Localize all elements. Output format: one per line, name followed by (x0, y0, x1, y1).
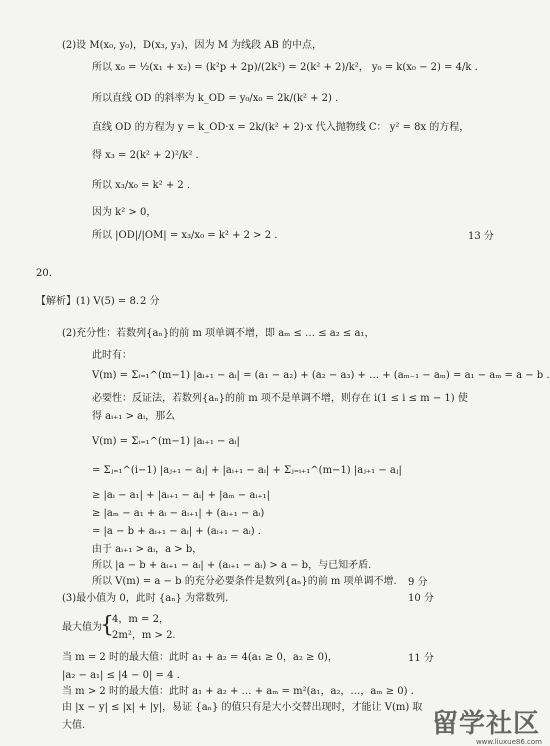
at-this-time: 此时有： (92, 350, 132, 361)
slope-od: 所以直线 OD 的斜率为 k_OD = y₀/x₀ = 2k/(k² + 2) . (92, 93, 339, 104)
watermark-url: www.liuxue86.com (475, 738, 542, 746)
analysis-part1: 【解析】(1) V(5) = 8. (36, 296, 140, 307)
score-10: 10 分 (408, 593, 434, 604)
ratio2: 所以 |OD|/|OM| = x₃/x₀ = k² + 2 > 2 . (92, 230, 278, 241)
derivation-step-1: = Σⱼ₌₁^(i−1) |aⱼ₊₁ − aⱼ| + |aᵢ₊₁ − aᵢ| + Σⱼ₌ᵢ₊₁^(m−1) |aⱼ₊₁ − aⱼ| (92, 465, 402, 476)
score-9: 9 分 (408, 577, 428, 588)
piecewise-case-2: 2m²，m > 2. (112, 630, 176, 641)
vm-definition: V(m) = Σᵢ₌₁^(m−1) |aᵢ₊₁ − aᵢ| (92, 436, 240, 447)
part2-header: (2)设 M(x₀, y₀)，D(x₃, y₃)，因为 M 为线段 AB 的中点， (62, 40, 323, 51)
necessity: 必要性：反证法，若数列{aₙ}的前 m 项不是单调不增，则存在 i(1 ≤ i ≤ m − 1) 使 (92, 393, 468, 404)
m-greater-2-case: 当 m > 2 时的最大值：此时 a₁ + a₂ + … + aₘ = m²(a₁，a₂，…，aₘ ≥ 0) . (62, 686, 414, 697)
watermark-logo: 留学社区 (431, 709, 540, 739)
sufficiency: (2)充分性：若数列{aₙ}的前 m 项单调不增，即 aₘ ≤ … ≤ a₂ ≤ a₁， (62, 328, 375, 339)
derivation-step-4: = |a − b + aᵢ₊₁ − aᵢ| + (aᵢ₊₁ − aᵢ) . (92, 526, 261, 537)
exists-i: 得 aᵢ₊₁ > aᵢ，那么 (92, 411, 176, 422)
piecewise-brace: { (100, 613, 114, 638)
final-word: 大值. (62, 720, 86, 731)
score-11: 11 分 (408, 653, 434, 664)
final-line: 由 |x − y| ≤ |x| + |y|，易证 {aₙ} 的值只有是大小交替出现时，才能让 V(m) 取 (62, 702, 423, 713)
part3: (3)最小值为 0，此时 {aₙ} 为常数列. (62, 593, 229, 604)
derivation-step-3: ≥ |aₘ − a₁ + aᵢ − aᵢ₊₁| + (aᵢ₊₁ − aᵢ) (92, 508, 265, 519)
m2-case: 当 m = 2 时的最大值：此时 a₁ + a₂ = 4(a₁ ≥ 0，a₂ ≥ 0)， (62, 652, 338, 663)
piecewise-case-1: 4，m = 2， (112, 614, 169, 625)
score-13: 13 分 (468, 231, 494, 242)
contradiction: 所以 |a − b + aᵢ₊₁ − aᵢ| + (aᵢ₊₁ − aᵢ) > a − b，与已知矛盾. (92, 560, 372, 571)
ratio1: 所以 x₃/x₀ = k² + 2 . (92, 180, 191, 191)
x0-formula: 所以 x₀ = ½(x₁ + x₂) = (k²p + 2p)/(2k²) = 2(k² + 2)/k²， y₀ = k(x₀ − 2) = 4/k . (92, 62, 478, 73)
line-od: 直线 OD 的方程为 y = k_OD·x = 2k/(k² + 2)·x 代入抛物线 C： y² = 8x 的方程， (92, 122, 470, 133)
score-2: 2 分 (140, 296, 160, 307)
since: 由于 aᵢ₊₁ > aᵢ，a > b， (92, 544, 203, 555)
x3-formula: 得 x₃ = 2(k² + 2)²/k² . (92, 150, 199, 161)
vm-sum: V(m) = Σᵢ₌₁^(m−1) |aᵢ₊₁ − aᵢ| = (a₁ − a₂) + (a₂ − a₃) + … + (aₘ₋₁ − aₘ) = a₁ − aₘ = a − b . (92, 370, 550, 381)
derivation-step-2: ≥ |aᵢ − a₁| + |aᵢ₊₁ − aᵢ| + |aₘ − aᵢ₊₁| (92, 490, 270, 501)
abs-inequality: |a₂ − a₁| ≤ |4 − 0| = 4 . (62, 670, 180, 681)
max-label: 最大值为 (62, 622, 102, 633)
k-positive: 因为 k² > 0， (92, 207, 157, 218)
question-number: 20. (36, 268, 52, 279)
conclusion: 所以 V(m) = a − b 的充分必要条件是数列{aₙ}的前 m 项单调不增. (92, 576, 397, 587)
